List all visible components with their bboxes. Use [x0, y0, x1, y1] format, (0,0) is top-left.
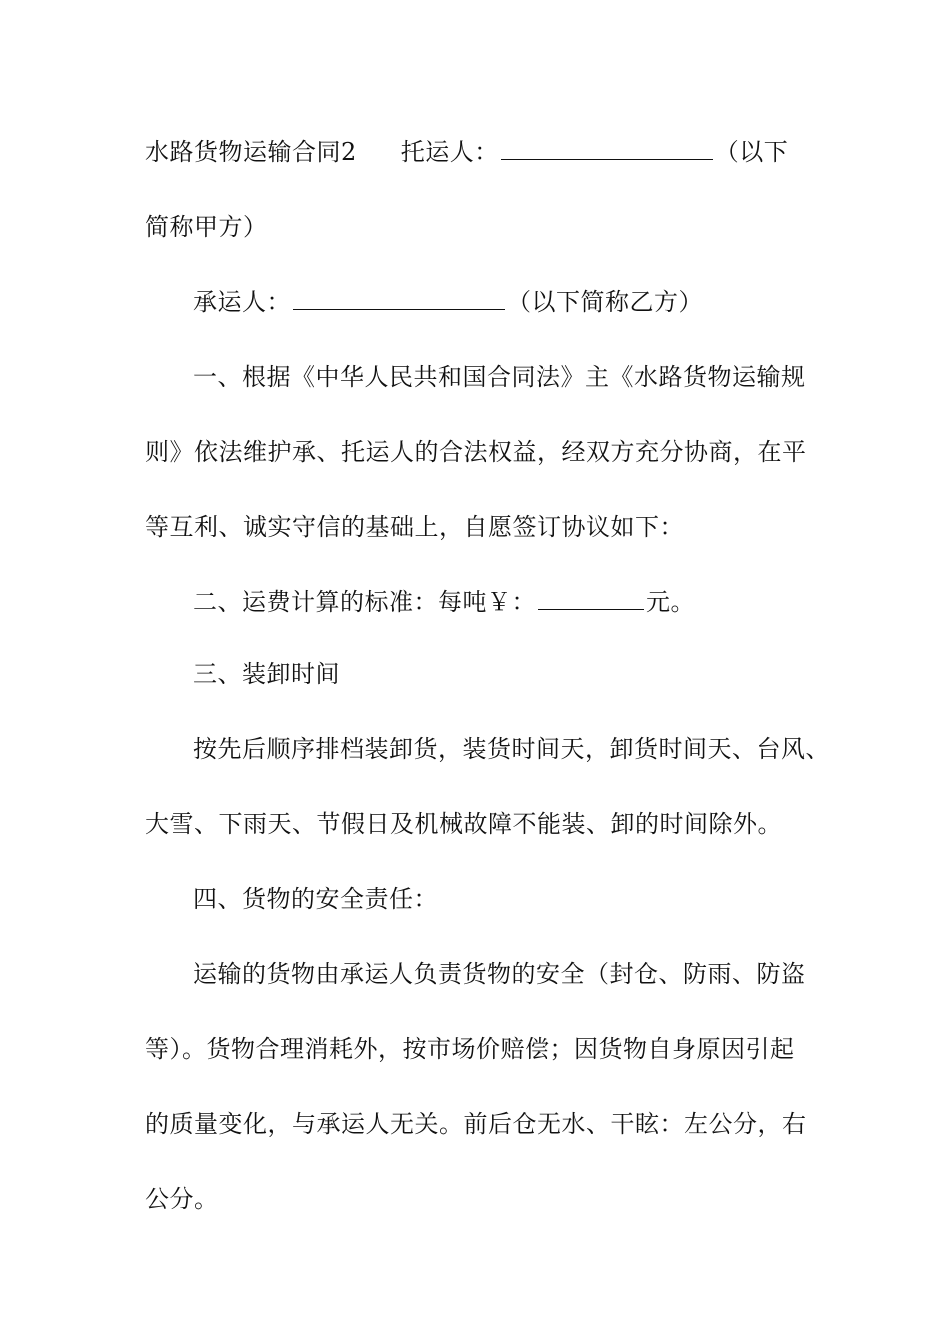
- clause1-line1: 一、根据《中华人民共和国合同法》主《水路货物运输规: [193, 363, 806, 391]
- clause4-line3: 的质量变化，与承运人无关。前后仓无水、干眩：左公分，右: [145, 1110, 807, 1138]
- shipper-blank: [501, 137, 713, 160]
- carrier-line: [193, 287, 703, 317]
- clause4-line4: 公分。: [145, 1185, 219, 1213]
- clause3-line1: 按先后顺序排档装卸货，装货时间天，卸货时间天、台风、: [193, 735, 830, 763]
- shipper-suffix-continued: 简称甲方）: [145, 213, 268, 241]
- clause3-line2: 大雪、下雨天、节假日及机械故障不能装、卸的时间除外。: [145, 810, 782, 838]
- carrier-blank: [293, 287, 505, 310]
- clause1-line3: 等互利、诚实守信的基础上，自愿签订协议如下：: [145, 513, 684, 541]
- carrier-label: 承运人：: [193, 288, 291, 316]
- shipper-suffix: （以下: [714, 138, 789, 166]
- carrier-suffix: （以下简称乙方）: [507, 288, 703, 316]
- clause4-line1: 运输的货物由承运人负责货物的安全（封仓、防雨、防盗: [193, 960, 806, 988]
- clause4-line2: 等）。货物合理消耗外，按市场价赔偿；因货物自身原因引起: [145, 1035, 795, 1063]
- clause2-suffix: 元。: [646, 588, 695, 616]
- clause2-prefix: 二、运费计算的标准：每吨￥：: [193, 588, 536, 616]
- document-title: 水路货物运输合同2: [145, 138, 357, 166]
- clause1-line2: 则》依法维护承、托运人的合法权益，经双方充分协商，在平: [145, 438, 807, 466]
- clause4-heading: 四、货物的安全责任：: [193, 885, 438, 913]
- title-line: [145, 137, 788, 167]
- clause3-heading: 三、装卸时间: [193, 660, 340, 688]
- freight-rate-blank: [538, 587, 644, 610]
- shipper-label: 托运人：: [400, 138, 499, 166]
- clause2-line: [193, 587, 695, 617]
